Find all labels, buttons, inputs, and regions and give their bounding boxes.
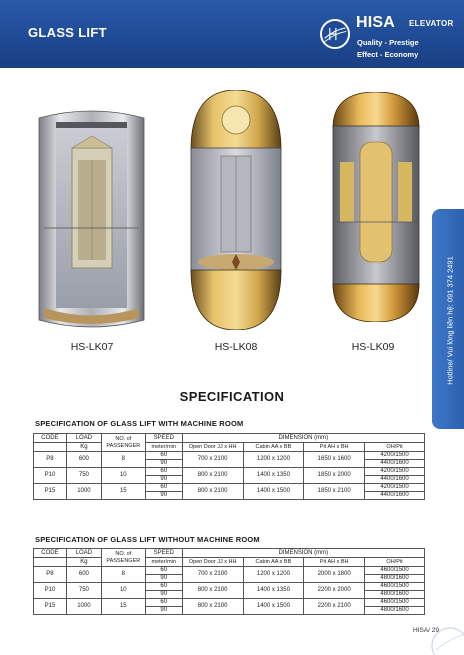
col-header-pit: Pit AH x BH bbox=[304, 443, 365, 452]
col-header-load: LOAD bbox=[66, 434, 101, 443]
col-header-passenger: NO. of PASSENGER bbox=[101, 549, 145, 567]
cell-cabin: 1400 x 1500 bbox=[243, 484, 304, 500]
col-header-passenger: NO. of PASSENGER bbox=[101, 434, 145, 452]
col-header-dimension: DIMENSION (mm) bbox=[182, 549, 424, 558]
cell-code: P8 bbox=[34, 452, 67, 468]
cell-code: P8 bbox=[34, 567, 67, 583]
col-header-pit: Pit AH x BH bbox=[304, 558, 365, 567]
cell-load: 750 bbox=[66, 468, 101, 484]
brand-name: HISA bbox=[356, 14, 396, 31]
cell-pit: 2200 x 2100 bbox=[304, 599, 365, 615]
cell-pit: 1650 x 1600 bbox=[304, 452, 365, 468]
cell-oh: 4200/1500 bbox=[365, 468, 425, 476]
cell-speed: 90 bbox=[145, 591, 182, 599]
cell-cabin: 1200 x 1200 bbox=[243, 452, 304, 468]
col-header-dimension: DIMENSION (mm) bbox=[182, 434, 424, 443]
cell-pit: 2200 x 2000 bbox=[304, 583, 365, 599]
cell-door: 800 x 2100 bbox=[182, 468, 243, 484]
tagline-2: Effect - Economy bbox=[357, 50, 419, 59]
cell-passenger: 10 bbox=[101, 583, 145, 599]
col-header-speed-unit: meter/min bbox=[145, 443, 182, 452]
col-header-code: CODE bbox=[34, 434, 67, 443]
cell-speed: 60 bbox=[145, 468, 182, 476]
hisa-logo-icon bbox=[320, 19, 350, 49]
cell-speed: 90 bbox=[145, 460, 182, 468]
col-header-door: Open Door JJ x HH bbox=[182, 443, 243, 452]
cell-oh: 4400/1600 bbox=[365, 460, 425, 468]
col-header-speed-unit: meter/min bbox=[145, 558, 182, 567]
cell-load: 1000 bbox=[66, 484, 101, 500]
cell-load: 600 bbox=[66, 567, 101, 583]
col-header-cabin: Cabin AA x BB bbox=[243, 443, 304, 452]
cell-oh: 4800/1600 bbox=[365, 591, 425, 599]
cell-code: P15 bbox=[34, 484, 67, 500]
cell-speed: 60 bbox=[145, 484, 182, 492]
cell-cabin: 1400 x 1500 bbox=[243, 599, 304, 615]
table-title: SPECIFICATION OF GLASS LIFT WITHOUT MACHINE ROOM bbox=[35, 535, 260, 544]
cell-load: 750 bbox=[66, 583, 101, 599]
cell-oh: 4200/1500 bbox=[365, 484, 425, 492]
spec-table-without-machine-room bbox=[33, 548, 425, 615]
cell-cabin: 1200 x 1200 bbox=[243, 567, 304, 583]
col-header-oh: OH/Pit bbox=[365, 443, 425, 452]
cell-speed: 90 bbox=[145, 476, 182, 484]
tagline-1: Quality - Prestige bbox=[357, 38, 419, 47]
cell-oh: 4600/1500 bbox=[365, 567, 425, 575]
cell-passenger: 15 bbox=[101, 484, 145, 500]
hotline-text: Hotline/ Vui lòng liên hệ: 091 374 2491 bbox=[445, 256, 455, 385]
watermark-logo-icon bbox=[420, 620, 464, 655]
page-title: GLASS LIFT bbox=[28, 25, 107, 40]
col-header-load: LOAD bbox=[66, 549, 101, 558]
table-title: SPECIFICATION OF GLASS LIFT WITH MACHINE ROOM bbox=[35, 419, 244, 428]
cell-speed: 90 bbox=[145, 575, 182, 583]
cell-door: 700 x 2100 bbox=[182, 567, 243, 583]
cell-cabin: 1400 x 1350 bbox=[243, 468, 304, 484]
cell-code: P10 bbox=[34, 583, 67, 599]
cell-pit: 1850 x 2100 bbox=[304, 484, 365, 500]
product-caption: HS-LK08 bbox=[214, 341, 258, 353]
cell-oh: 4400/1600 bbox=[365, 492, 425, 500]
page-number: HISA/ 29 bbox=[413, 627, 440, 634]
product-image-lk08 bbox=[186, 90, 286, 330]
cell-passenger: 10 bbox=[101, 468, 145, 484]
product-caption: HS-LK09 bbox=[351, 341, 395, 353]
cell-speed: 60 bbox=[145, 599, 182, 607]
product-caption: HS-LK07 bbox=[70, 341, 114, 353]
product-image-lk09 bbox=[330, 92, 422, 322]
cell-speed: 90 bbox=[145, 492, 182, 500]
cell-pit: 2000 x 1800 bbox=[304, 567, 365, 583]
cell-speed: 90 bbox=[145, 607, 182, 615]
cell-door: 800 x 2100 bbox=[182, 484, 243, 500]
spec-heading: SPECIFICATION bbox=[179, 389, 285, 404]
cell-oh: 4800/1600 bbox=[365, 575, 425, 583]
cell-code: P15 bbox=[34, 599, 67, 615]
cell-cabin: 1400 x 1350 bbox=[243, 583, 304, 599]
col-header-code: CODE bbox=[34, 549, 67, 558]
cell-speed: 60 bbox=[145, 583, 182, 591]
cell-code: P10 bbox=[34, 468, 67, 484]
col-header-load-unit: Kg bbox=[66, 443, 101, 452]
col-header-oh: OH/Pit bbox=[365, 558, 425, 567]
cell-load: 1000 bbox=[66, 599, 101, 615]
product-image-lk07 bbox=[34, 108, 149, 330]
spec-table-machine-room bbox=[33, 433, 425, 500]
cell-speed: 60 bbox=[145, 452, 182, 460]
header-band bbox=[0, 0, 464, 68]
cell-oh: 4600/1500 bbox=[365, 599, 425, 607]
col-header-cabin: Cabin AA x BB bbox=[243, 558, 304, 567]
cell-oh: 4400/1600 bbox=[365, 476, 425, 484]
cell-oh: 4800/1600 bbox=[365, 607, 425, 615]
cell-load: 600 bbox=[66, 452, 101, 468]
cell-door: 700 x 2100 bbox=[182, 452, 243, 468]
brand-subtitle: ELEVATOR bbox=[409, 19, 454, 28]
cell-oh: 4600/1500 bbox=[365, 583, 425, 591]
cell-door: 800 x 2100 bbox=[182, 599, 243, 615]
cell-passenger: 8 bbox=[101, 452, 145, 468]
col-header-load-unit: Kg bbox=[66, 558, 101, 567]
col-header-speed: SPEED bbox=[145, 434, 182, 443]
cell-oh: 4200/1500 bbox=[365, 452, 425, 460]
col-header-speed: SPEED bbox=[145, 549, 182, 558]
cell-door: 800 x 2100 bbox=[182, 583, 243, 599]
col-header-door: Open Door JJ x HH bbox=[182, 558, 243, 567]
cell-passenger: 8 bbox=[101, 567, 145, 583]
cell-speed: 60 bbox=[145, 567, 182, 575]
cell-pit: 1850 x 2000 bbox=[304, 468, 365, 484]
cell-passenger: 15 bbox=[101, 599, 145, 615]
